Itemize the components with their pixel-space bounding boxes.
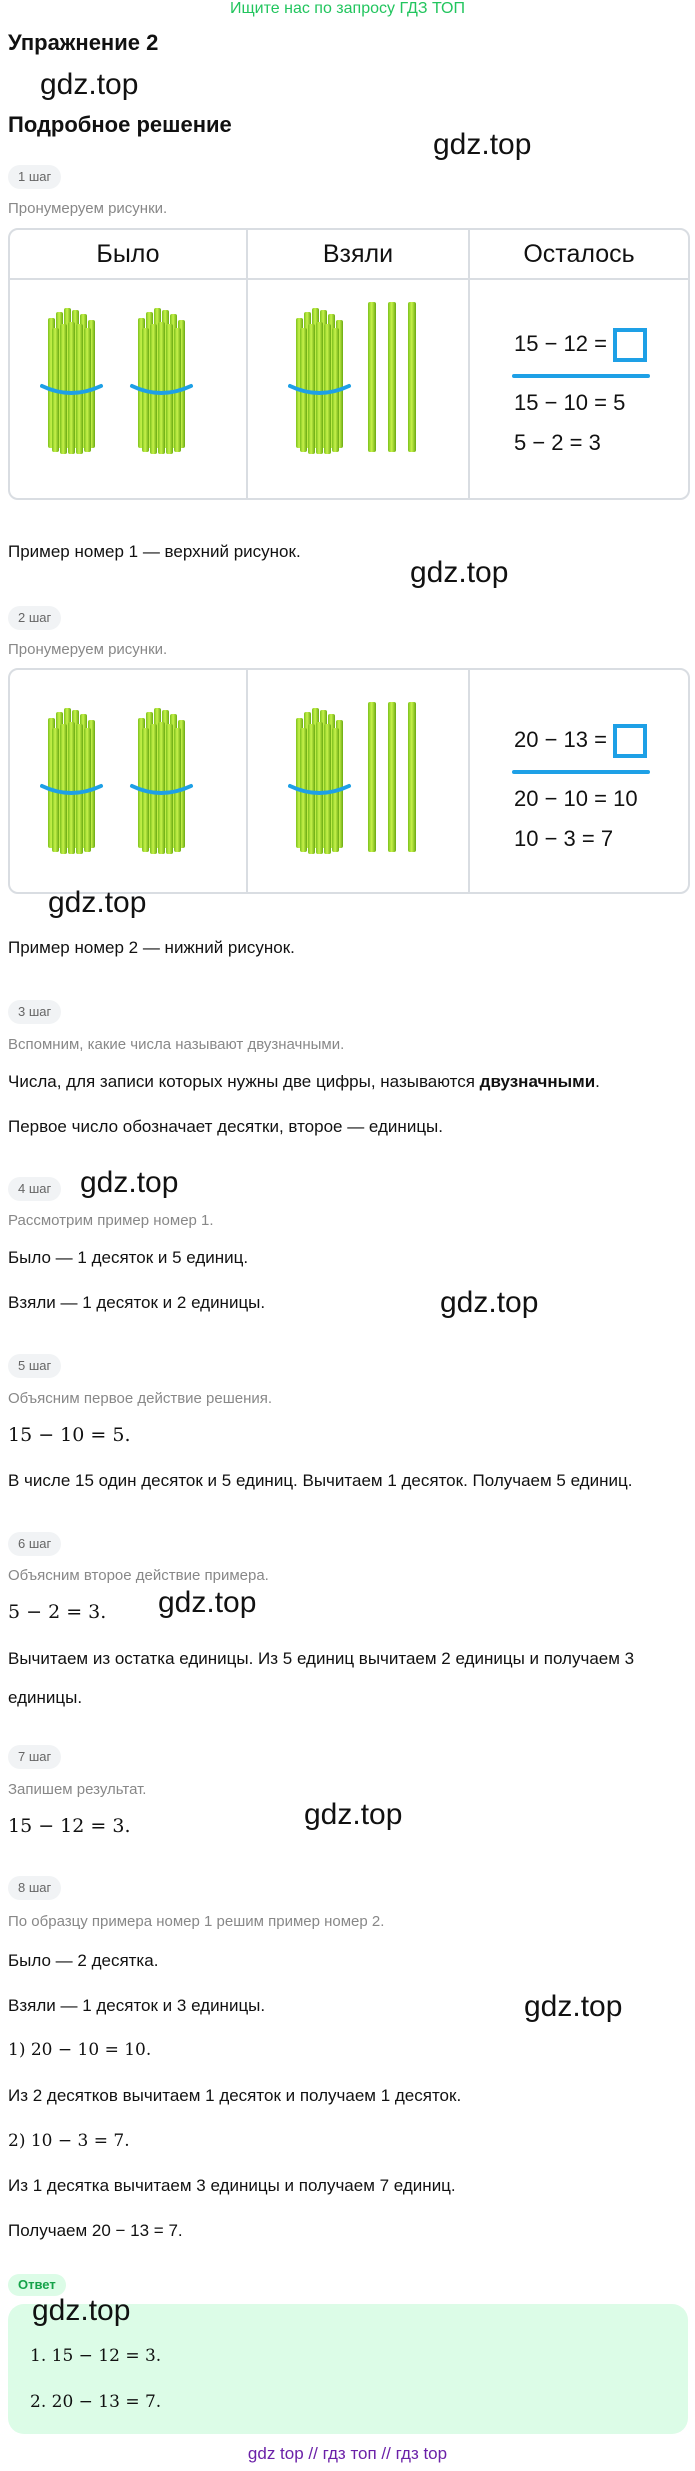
watermark: gdz.top [48, 886, 147, 919]
equation-b: 5 − 2 = 3 [514, 430, 601, 455]
step-badge: 3 шаг [8, 1000, 61, 1024]
two-bundles-image [40, 700, 220, 860]
watermark: gdz.top [524, 1990, 623, 2023]
answer-box [8, 2294, 688, 2434]
solution-subtitle: Подробное решение [8, 112, 232, 137]
header-was: Было [96, 240, 160, 268]
step-text: Получаем 20 − 13 = 7. [8, 2221, 183, 2240]
answer-square-icon [613, 328, 647, 362]
equation-main [514, 724, 647, 758]
divider [246, 230, 248, 498]
two-bundles-image [40, 300, 220, 460]
watermark: gdz.top [410, 556, 509, 589]
bold-term: двузначными [479, 1072, 596, 1091]
step-hint: Объясним первое действие решения. [8, 1390, 273, 1407]
step-formula: 2) 10 − 3 = 7. [8, 2131, 130, 2151]
divider [468, 670, 470, 892]
step-formula: 15 − 10 = 5. [8, 1424, 131, 1446]
step-hint: Вспомним, какие числа называют двузначными. [8, 1036, 345, 1053]
text-part: . [595, 1072, 600, 1091]
divider [10, 278, 688, 280]
blue-rule [512, 770, 650, 774]
step-badge: 2 шаг [8, 606, 61, 630]
step-text: единицы. [8, 1688, 83, 1707]
header-taken: Взяли [322, 240, 394, 268]
divider [246, 670, 248, 892]
watermark: gdz.top [304, 1798, 403, 1831]
figure-table-1 [8, 228, 690, 500]
answer-item: 1. 15 − 12 = 3. [30, 2346, 162, 2366]
figure-table-2 [8, 668, 690, 894]
watermark: gdz.top [40, 68, 139, 101]
answer-square-icon [613, 724, 647, 758]
step-text: Взяли — 1 десяток и 3 единицы. [8, 1996, 266, 2015]
step-text: Первое число обозначает десятки, второе — единицы. [8, 1117, 443, 1136]
step-text [8, 1072, 600, 1092]
step-hint: Пронумеруем рисунки. [8, 641, 168, 658]
step-text: В числе 15 один десяток и 5 единиц. Вычитаем 1 десяток. Получаем 5 единиц. [8, 1471, 633, 1490]
step-text: Взяли — 1 десяток и 2 единицы. [8, 1293, 266, 1312]
step-badge: 7 шаг [8, 1745, 61, 1769]
equation-main [514, 328, 647, 362]
search-hint-link[interactable]: Ищите нас по запросу ГДЗ ТОП [230, 0, 465, 17]
bundle-and-sticks-image [288, 300, 438, 460]
step-text: Из 2 десятков вычитаем 1 десяток и получаем 1 десяток. [8, 2086, 462, 2105]
equation-a: 20 − 10 = 10 [514, 786, 638, 811]
step-hint: По образцу примера номер 1 решим пример номер 2. [8, 1913, 385, 1930]
divider [468, 230, 470, 498]
equation-text: 15 − 12 = [514, 330, 607, 356]
step-hint: Рассмотрим пример номер 1. [8, 1212, 214, 1229]
step-text: Пример номер 2 — нижний рисунок. [8, 938, 295, 957]
blue-rule [512, 374, 650, 378]
step-hint: Пронумеруем рисунки. [8, 200, 168, 217]
step-formula: 5 − 2 = 3. [8, 1601, 107, 1623]
watermark: gdz.top [32, 2294, 131, 2327]
bundle-and-sticks-image [288, 700, 438, 860]
step-text: Было — 2 десятка. [8, 1951, 159, 1970]
header-left: Осталось [523, 240, 635, 268]
text-part: Числа, для записи которых нужны две цифры, называются [8, 1072, 480, 1091]
equation-a: 15 − 10 = 5 [514, 390, 626, 415]
step-text: Из 1 десятка вычитаем 3 единицы и получаем 7 единиц. [8, 2176, 456, 2195]
step-text: Вычитаем из остатка единицы. Из 5 единиц вычитаем 2 единицы и получаем 3 [8, 1649, 635, 1668]
watermark: gdz.top [158, 1586, 257, 1619]
step-formula: 1) 20 − 10 = 10. [8, 2040, 152, 2060]
answer-badge: Ответ [8, 2274, 66, 2296]
step-badge: 6 шаг [8, 1532, 61, 1556]
step-badge: 5 шаг [8, 1354, 61, 1378]
exercise-title: Упражнение 2 [8, 30, 159, 55]
step-hint: Запишем результат. [8, 1781, 147, 1798]
equation-b: 10 − 3 = 7 [514, 826, 614, 851]
step-text: Было — 1 десяток и 5 единиц. [8, 1248, 249, 1267]
step-hint: Объясним второе действие примера. [8, 1567, 269, 1584]
footer-links[interactable]: gdz top // гдз топ // гдз top [247, 2444, 448, 2463]
step-formula: 15 − 12 = 3. [8, 1815, 131, 1837]
equation-text: 20 − 13 = [514, 726, 607, 752]
watermark: gdz.top [80, 1166, 179, 1199]
step-text: Пример номер 1 — верхний рисунок. [8, 542, 301, 561]
step-badge: 8 шаг [8, 1876, 61, 1900]
answer-item: 2. 20 − 13 = 7. [30, 2392, 162, 2412]
step-badge: 1 шаг [8, 165, 61, 189]
step-badge: 4 шаг [8, 1177, 61, 1201]
watermark: gdz.top [440, 1286, 539, 1319]
watermark: gdz.top [433, 128, 532, 161]
